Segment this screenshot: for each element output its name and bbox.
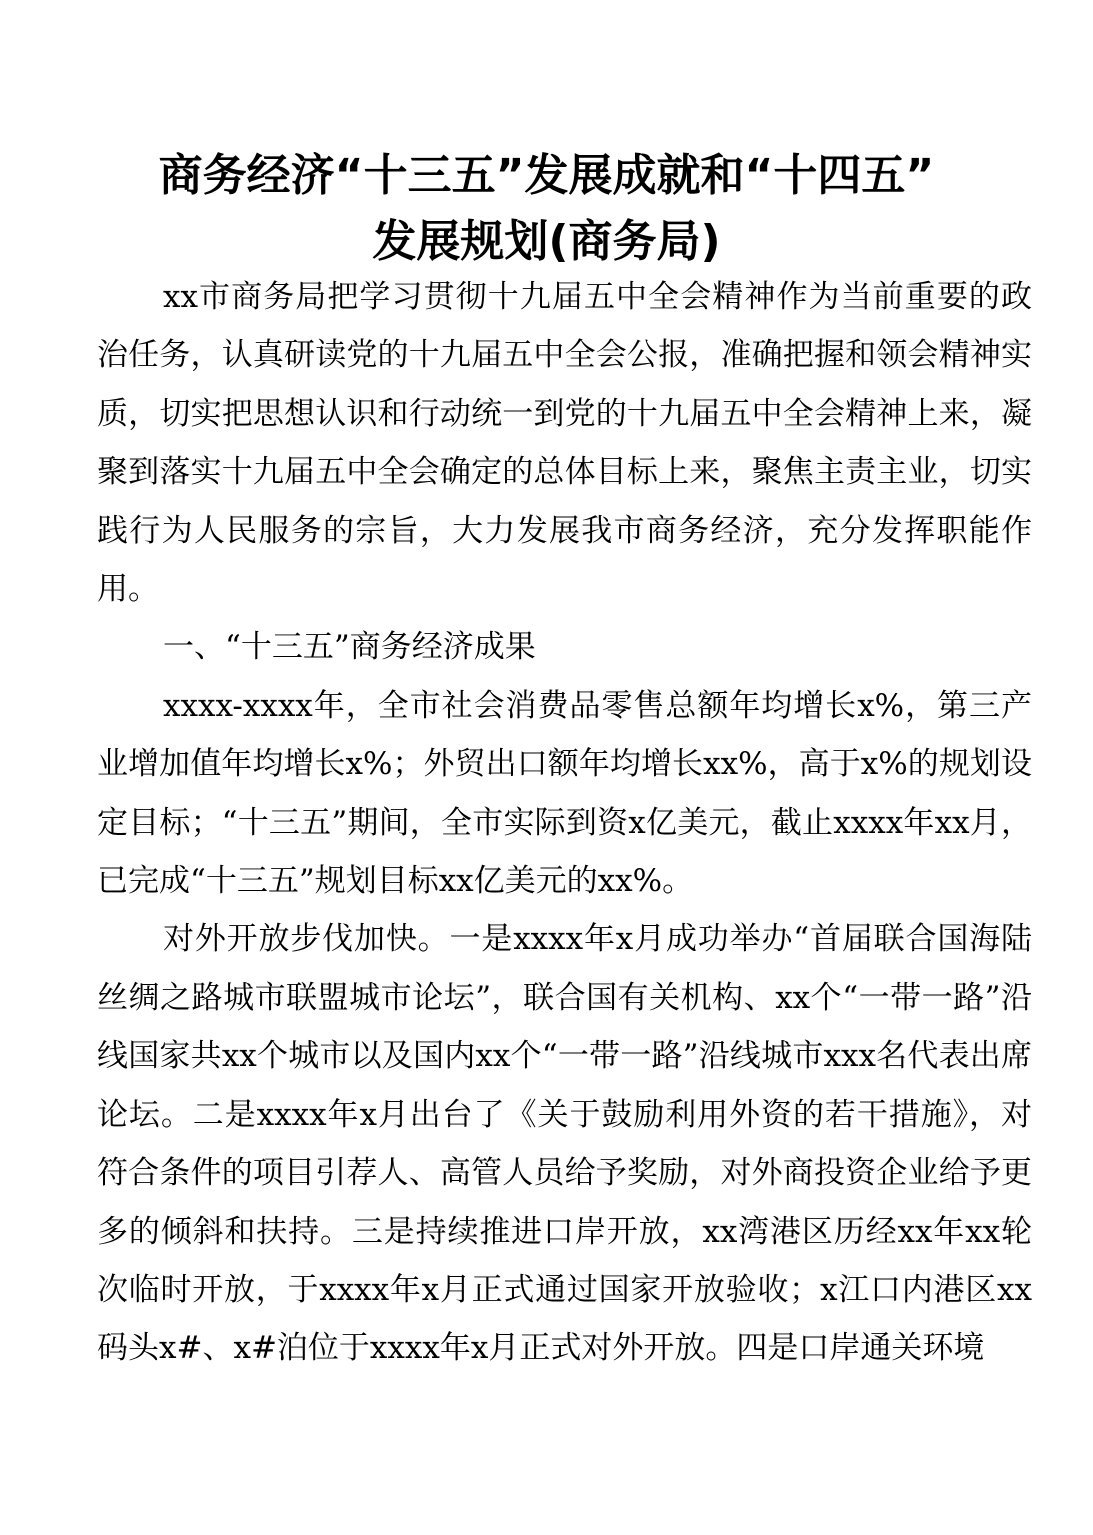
title-line-2: 发展规划(商务局) — [372, 216, 721, 267]
paragraph-opening-up: 对外开放步伐加快。一是xxxx年x月成功举办“首届联合国海陆丝绸之路城市联盟城市论坛”，联合国有关机构、xx个“一带一路”沿线国家共xx个城市以及国内xx个“一带一路”沿线城市xxx名代表出席论坛。二是xxxx年x月出台了《关于鼓励利用外资的若干措施》，对符合条件的项目引荐人、高管人员给予奖励，对外商投资企业给予更多的倾斜和扶持。三是持续推进口岸开放，xx湾港区历经xx年xx轮次临时开放，于xxxx年x月正式通过国家开放验收；x江口内港区xx码头x#、x#泊位于xxxx年x月正式对外开放。四是口岸通关环境 — [97, 921, 1032, 1367]
section-heading: 一、“十三五”商务经济成果 — [163, 629, 536, 666]
document-title — [60, 143, 1033, 275]
title-line-1: 商务经济“十三五”发展成就和“十四五” — [158, 150, 935, 201]
paragraph-achievements: xxxx-xxxx年，全市社会消费品零售总额年均增长x%，第三产业增加值年均增长x%；外贸出口额年均增长xx%，高于x%的规划设定目标；“十三五”期间，全市实际到资x亿美元，截止xxxx年xx月，已完成“十三五”规划目标xx亿美元的xx%。 — [97, 687, 1032, 900]
paragraph-intro: xx市商务局把学习贯彻十九届五中全会精神作为当前重要的政治任务，认真研读党的十九届五中全会公报，准确把握和领会精神实质，切实把思想认识和行动统一到党的十九届五中全会精神上来，凝聚到落实十九届五中全会确定的总体目标上来，聚焦主责主业，切实践行为人民服务的宗旨，大力发展我市商务经济，充分发挥职能作用。 — [97, 279, 1032, 608]
document-body — [97, 268, 1032, 1378]
